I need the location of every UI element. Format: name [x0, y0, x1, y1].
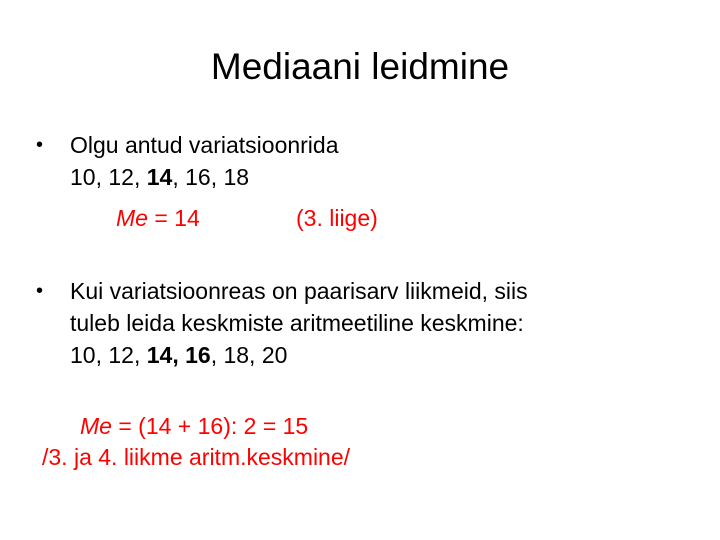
median-even-footer: /3. ja 4. liikme aritm.keskmine/ [42, 444, 351, 470]
median-odd-note: (3. liige) [296, 205, 378, 231]
sequence-odd-start: 10, 12, [70, 164, 147, 190]
sequence-odd-median: 14 [146, 164, 173, 190]
median-even-label: Me [80, 413, 112, 439]
slide-title: Mediaani leidmine [210, 46, 510, 87]
median-odd-formula [116, 204, 200, 233]
sequence-odd [70, 163, 249, 192]
sequence-even [70, 341, 287, 370]
median-even-formula [80, 412, 308, 441]
median-odd-label: Me [116, 205, 148, 231]
bullet-2-line-1: Kui variatsioonreas on paarisarv liikmeid, siis [70, 278, 528, 304]
median-even-value: = (14 + 16): 2 = 15 [111, 413, 309, 439]
bullet-dot: • [36, 280, 44, 302]
bullet-dot: • [36, 134, 44, 156]
sequence-even-end: , 18, 20 [210, 342, 288, 368]
sequence-even-median: 14, 16 [146, 342, 211, 368]
bullet-1-text: Olgu antud variatsioonrida [70, 132, 339, 158]
sequence-odd-end: , 16, 18 [172, 164, 250, 190]
bullet-2-line-2: tuleb leida keskmiste aritmeetiline keskmine: [70, 310, 524, 336]
median-odd-value: = 14 [147, 205, 200, 231]
sequence-even-start: 10, 12, [70, 342, 147, 368]
